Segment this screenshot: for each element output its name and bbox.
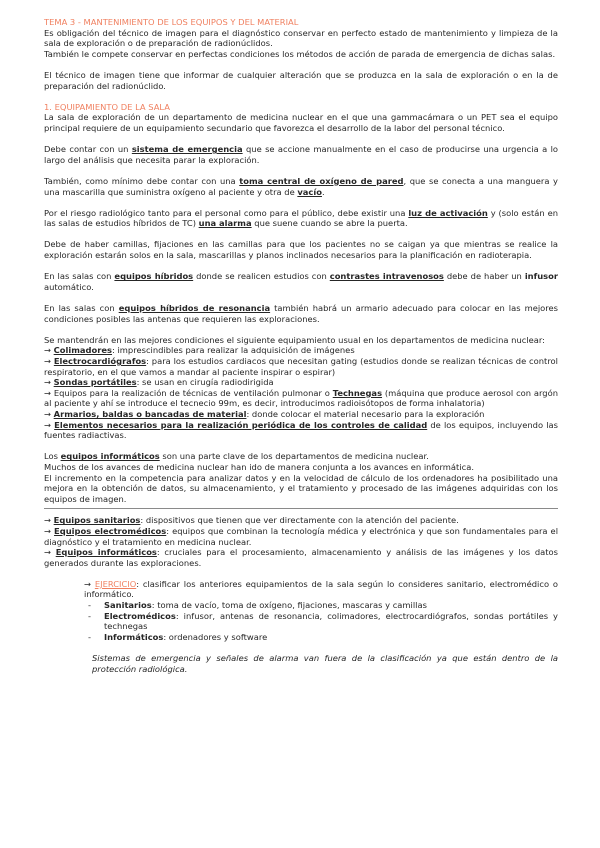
list-item: - Sanitarios: toma de vacío, toma de oxígeno, fijaciones, mascaras y camillas — [104, 600, 558, 611]
paragraph-incremento: El incremento en la competencia para analizar datos y en la velocidad de cálculo de los ordenadores ha posibilitado una mejora en la obtención de datos, su almacenamiento, y el tratamiento y procesado de las imágenes adquiridas con los equipos de imagen. — [44, 472, 558, 504]
page-title: TEMA 3 - MANTENIMIENTO DE LOS EQUIPOS Y DEL MATERIAL — [44, 17, 299, 27]
term-infusor: infusor — [524, 271, 558, 282]
list-item: → Armarios, baldas o bancadas de material: donde colocar el material necesario para la exploración — [44, 408, 485, 419]
paragraph-riesgo: Por el riesgo radiológico tanto para el personal como para el público, debe existir una luz de activación y (solo están en las salas de estudios híbridos de TC) una alarma que suene cuando se abre la puerta. — [44, 207, 558, 229]
intro-paragraph-2: También le compete conservar en perfectas condiciones los métodos de acción de parada de emergencia de dichas salas. — [44, 48, 556, 59]
paragraph-emergencia: Debe contar con un sistema de emergencia que se accione manualmente en el caso de producirse una urgencia a lo largo del análisis que necesita parar la exploración. — [44, 144, 558, 165]
term-luz-activacion: luz de activación — [408, 207, 488, 218]
term-equipos-informaticos: equipos informáticos — [60, 451, 160, 462]
paragraph-avances: Muchos de los avances de medicina nuclear han ido de manera conjunta a los avances en informática. — [44, 461, 474, 472]
term-hibridos-resonancia: equipos híbridos de resonancia — [118, 303, 271, 314]
paragraph-resonancia: En las salas con equipos híbridos de resonancia también habrá un armario adecuado para colocar en las mejores condiciones posibles las antenas que requieren las exploraciones. — [44, 303, 558, 324]
list-item: → Equipos sanitarios: dispositivos que tienen que ver directamente con la atención del paciente. — [44, 515, 459, 526]
intro-paragraph-1: Es obligación del técnico de imagen para el diagnóstico conservar en perfecto estado de mantenimiento y limpieza de la sala de exploración o de preparación de radionúclidos. — [44, 27, 558, 49]
list-item: → Equipos electromédicos: equipos que combinan la tecnología médica y electrónica y que son fundamentales para el diagnóstico y el tratamiento en medicina nuclear. — [44, 525, 559, 547]
list-item: → Sondas portátiles: se usan en cirugía radiodirigida — [44, 377, 274, 388]
term-contrastes: contrastes intravenosos — [329, 271, 444, 282]
list-item: → Elementos necesarios para la realización periódica de los controles de calidad de los equipos, incluyendo las fuentes radiactivas. — [44, 419, 558, 441]
paragraph-informaticos: Los equipos informáticos son una parte clave de los departamentos de medicina nuclear. — [44, 451, 429, 462]
divider — [44, 508, 558, 509]
term-vacio: vacío — [297, 186, 322, 197]
intro-paragraph-3: El técnico de imagen tiene que informar de cualquier alteración que se produzca en la sala de exploración o en la de preparación del radionúclido. — [44, 69, 558, 91]
list-item: → Electrocardiógrafos: para los estudios cardiacos que necesitan gating (estudios donde se realizan técnicas de control respiratorio, en el que vamos a mandar al paciente inspirar o espirar) — [44, 356, 558, 377]
list-item: - Informáticos: ordenadores y software — [104, 632, 558, 643]
paragraph-camillas: Debe de haber camillas, fijaciones en las camillas para que los pacientes no se caigan ya que mientras se realice la exploración estarán solos en la sala, mascarillas y planos inclinados necesarios para la planificación en radioterapia. — [44, 239, 558, 261]
exercise: → EJERCICIO: clasificar los anteriores equipamientos de la sala según lo consideres sanitario, electromédico o informático. — [84, 578, 558, 600]
list-item: → Colimadores: imprescindibles para realizar la adquisición de imágenes — [44, 345, 355, 356]
paragraph-hibridos: En las salas con equipos híbridos donde se realicen estudios con contrastes intravenosos debe de haber un infusor automático. — [44, 271, 558, 292]
paragraph-equipamiento-intro: Se mantendrán en las mejores condiciones el siguiente equipamiento usual en los departamentos de medicina nuclear: — [44, 334, 545, 345]
term-sistema-emergencia: sistema de emergencia — [131, 144, 243, 155]
list-item: → Equipos para la realización de técnicas de ventilación pulmonar o Technegas (máquina que produce aerosol con argón al paciente y ahí se introduce el tecnecio 99m, es decir, introducimos radioisótopos de forma inhalatoria) — [44, 387, 558, 409]
exercise-answers — [44, 600, 558, 642]
list-item: → Equipos informáticos: cruciales para el procesamiento, almacenamiento y análisis de las imágenes y los datos generados durante las exploraciones. — [44, 547, 558, 568]
term-alarma: una alarma — [198, 218, 252, 229]
paragraph-oxigeno: También, como mínimo debe contar con una toma central de oxígeno de pared, que se conecta a una manguera y una mascarilla que suministra oxígeno al paciente y otra de vacío. — [44, 175, 558, 197]
term-equipos-hibridos: equipos híbridos — [114, 271, 194, 282]
list-item: - Electromédicos: infusor, antenas de resonancia, colimadores, electrocardiógrafos, sondas portátiles y technegas — [104, 611, 558, 632]
exercise-link[interactable]: EJERCICIO — [94, 578, 137, 589]
paragraph-sala: La sala de exploración de un departamento de medicina nuclear en el que una gammacámara o un PET sea el equipo principal requiere de un equipamiento secundario que favorezca el desarrollo de la labor del personal técnico. — [44, 112, 558, 133]
document-page — [44, 17, 558, 674]
note: Sistemas de emergencia y señales de alarma van fuera de la clasificación ya que están dentro de la protección radiológica. — [92, 653, 558, 674]
term-toma-oxigeno: toma central de oxígeno de pared — [239, 175, 404, 186]
section-heading: 1. EQUIPAMIENTO DE LA SALA — [44, 101, 170, 112]
